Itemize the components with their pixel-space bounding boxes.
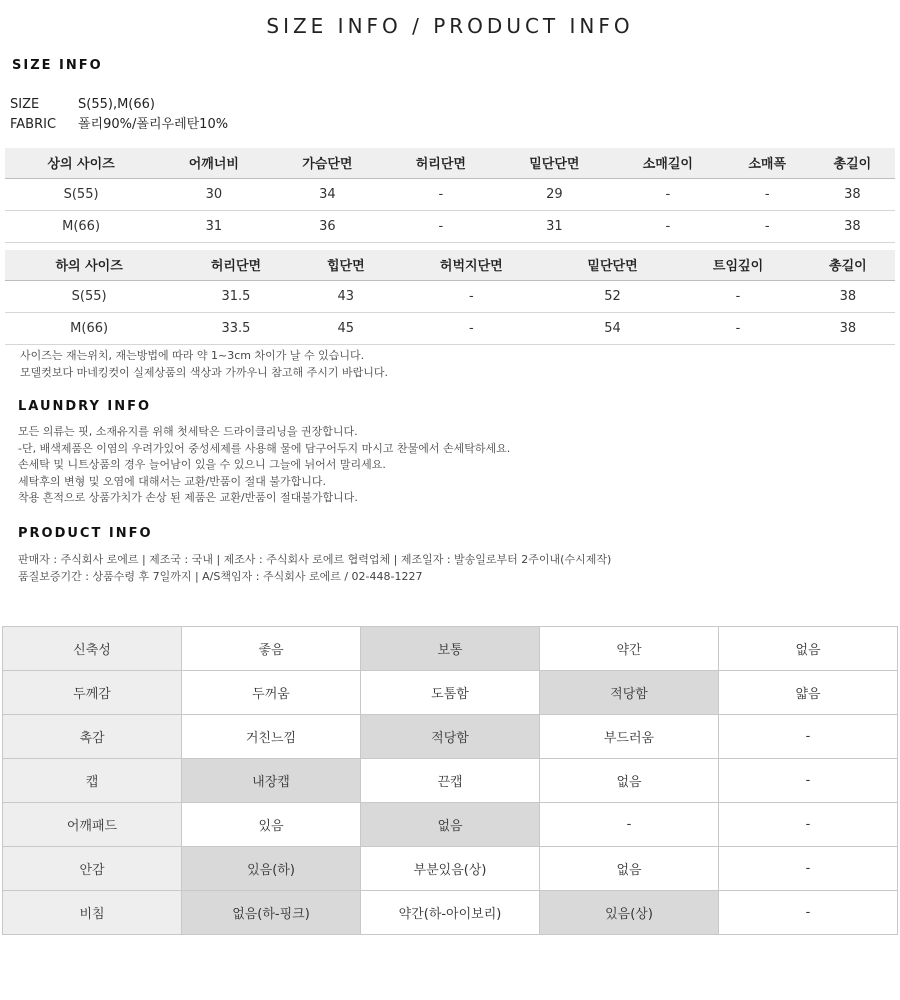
table-cell: 38 xyxy=(810,210,895,242)
table-cell: 45 xyxy=(299,312,393,344)
header-cell: 밑단단면 xyxy=(550,250,676,280)
attribute-label: 캡 xyxy=(3,759,182,803)
attribute-option: - xyxy=(719,759,898,803)
attribute-row xyxy=(3,759,898,803)
header-cell: 하의 사이즈 xyxy=(5,250,173,280)
header-cell: 밑단단면 xyxy=(498,148,612,178)
attribute-option: 부드러움 xyxy=(540,715,719,759)
attribute-option-selected: 적당함 xyxy=(540,671,719,715)
table-cell: 38 xyxy=(801,312,895,344)
header-cell: 상의 사이즈 xyxy=(5,148,157,178)
attribute-option: 없음 xyxy=(719,627,898,671)
header-cell: 허리단면 xyxy=(173,250,299,280)
header-cell: 소매폭 xyxy=(725,148,810,178)
table-cell: 34 xyxy=(271,178,385,210)
attribute-row xyxy=(3,803,898,847)
product-info-heading: PRODUCT INFO xyxy=(18,526,153,541)
table-cell: - xyxy=(675,280,801,312)
note-line: 착용 흔적으로 상품가치가 손상 된 제품은 교환/반품이 절대불가합니다. xyxy=(18,491,358,504)
attribute-option: - xyxy=(719,847,898,891)
note-line: 품질보증기간 : 상품수령 후 7일까지 | A/S책임자 : 주식회사 로에르 / 02-448-1227 xyxy=(18,569,423,583)
header-cell: 허리단면 xyxy=(384,148,498,178)
attribute-row xyxy=(3,847,898,891)
attribute-option-selected: 있음(상) xyxy=(540,891,719,935)
attribute-row xyxy=(3,715,898,759)
table-cell: 33.5 xyxy=(173,312,299,344)
header-cell: 소매길이 xyxy=(611,148,725,178)
header-cell: 가슴단면 xyxy=(271,148,385,178)
table-header-row xyxy=(5,250,895,280)
laundry-notes xyxy=(18,424,510,507)
table-row xyxy=(5,210,895,242)
table-cell: 52 xyxy=(550,280,676,312)
table-cell: M(66) xyxy=(5,210,157,242)
attribute-option: 없음 xyxy=(540,847,719,891)
attribute-option-selected: 적당함 xyxy=(361,715,540,759)
table-cell: - xyxy=(725,210,810,242)
table-cell: 31 xyxy=(157,210,271,242)
table-row xyxy=(5,312,895,344)
attribute-option: 거친느낌 xyxy=(182,715,361,759)
attribute-option: - xyxy=(719,803,898,847)
note-line: 세탁후의 변형 및 오염에 대해서는 교환/반품이 절대 불가합니다. xyxy=(18,474,326,488)
header-cell: 힙단면 xyxy=(299,250,393,280)
table-cell: - xyxy=(393,280,550,312)
table-cell: - xyxy=(675,312,801,344)
fabric-spec-row xyxy=(10,113,228,132)
note-line: 손세탁 및 니트상품의 경우 늘어남이 있을 수 있으니 그늘에 뉘어서 말리세요. xyxy=(18,458,386,471)
attribute-option: 약간 xyxy=(540,627,719,671)
attribute-option: 있음 xyxy=(182,803,361,847)
table-row xyxy=(5,178,895,210)
attribute-label: 촉감 xyxy=(3,715,182,759)
table-cell: 38 xyxy=(801,280,895,312)
table-cell: - xyxy=(384,178,498,210)
attribute-label: 신축성 xyxy=(3,627,182,671)
size-notes xyxy=(20,348,388,381)
attribute-row xyxy=(3,627,898,671)
attribute-option: - xyxy=(540,803,719,847)
table-cell: - xyxy=(611,210,725,242)
header-cell: 트임깊이 xyxy=(675,250,801,280)
table-cell: - xyxy=(725,178,810,210)
page-title: SIZE INFO / PRODUCT INFO xyxy=(266,14,634,38)
header-cell: 허벅지단면 xyxy=(393,250,550,280)
note-line: 모델컷보다 마네킹컷이 실제상품의 색상과 가까우니 참고해 주시기 바랍니다. xyxy=(20,365,389,379)
attribute-option: 부분있음(상) xyxy=(361,847,540,891)
attribute-label: 두께감 xyxy=(3,671,182,715)
header-cell: 어깨너비 xyxy=(157,148,271,178)
attribute-row xyxy=(3,671,898,715)
table-cell: 54 xyxy=(550,312,676,344)
laundry-info-heading: LAUNDRY INFO xyxy=(18,399,152,414)
note-line: 판매자 : 주식회사 로에르 | 제조국 : 국내 | 제조사 : 주식회사 로에르 협력업체 | 제조일자 : 발송일로부터 2주이내(수시제작) xyxy=(18,553,612,566)
bottom-size-table xyxy=(5,250,895,345)
attribute-option-selected: 내장캡 xyxy=(182,759,361,803)
attribute-option: 약간(하-아이보리) xyxy=(361,891,540,935)
attribute-label: 비침 xyxy=(3,891,182,935)
table-cell: 43 xyxy=(299,280,393,312)
table-cell: S(55) xyxy=(5,280,173,312)
table-cell: 31.5 xyxy=(173,280,299,312)
attribute-option: 없음 xyxy=(540,759,719,803)
top-size-table xyxy=(5,148,895,243)
attribute-option: 두꺼움 xyxy=(182,671,361,715)
table-cell: - xyxy=(393,312,550,344)
table-cell: 36 xyxy=(271,210,385,242)
attribute-option-selected: 없음(하-핑크) xyxy=(182,891,361,935)
size-label: SIZE xyxy=(10,97,40,112)
size-spec-row xyxy=(10,97,155,112)
table-cell: - xyxy=(384,210,498,242)
table-cell: 38 xyxy=(810,178,895,210)
attribute-label: 어깨패드 xyxy=(3,803,182,847)
note-line: 모든 의류는 핏, 소재유지를 위해 첫세탁은 드라이클리닝을 권장합니다. xyxy=(18,425,358,438)
attribute-option: - xyxy=(719,715,898,759)
table-cell: - xyxy=(611,178,725,210)
header-cell: 총길이 xyxy=(810,148,895,178)
table-cell: 30 xyxy=(157,178,271,210)
note-line: 사이즈는 재는위치, 재는방법에 따라 약 1~3cm 차이가 날 수 있습니다. xyxy=(20,349,365,362)
fabric-value: 폴리90%/폴리우레탄10% xyxy=(78,117,229,132)
product-notes xyxy=(18,552,611,585)
table-cell: S(55) xyxy=(5,178,157,210)
attribute-row xyxy=(3,891,898,935)
table-cell: 31 xyxy=(498,210,612,242)
note-line: -단, 배색제품은 이염의 우려가있어 중성세제를 사용해 물에 담구어두지 마시고 찬물에서 손세탁하세요. xyxy=(18,441,511,455)
attribute-option: 좋음 xyxy=(182,627,361,671)
table-header-row xyxy=(5,148,895,178)
attribute-option-selected: 보통 xyxy=(361,627,540,671)
size-info-heading: SIZE INFO xyxy=(12,58,103,73)
attribute-option: 도톰함 xyxy=(361,671,540,715)
attribute-option: 끈캡 xyxy=(361,759,540,803)
fabric-label: FABRIC xyxy=(10,117,57,132)
table-row xyxy=(5,280,895,312)
table-cell: M(66) xyxy=(5,312,173,344)
size-value: S(55),M(66) xyxy=(78,97,155,112)
header-cell: 총길이 xyxy=(801,250,895,280)
attribute-option: 얇음 xyxy=(719,671,898,715)
table-cell: 29 xyxy=(498,178,612,210)
attribute-option-selected: 없음 xyxy=(361,803,540,847)
attribute-option-selected: 있음(하) xyxy=(182,847,361,891)
fabric-attribute-table xyxy=(2,626,898,935)
attribute-label: 안감 xyxy=(3,847,182,891)
attribute-option: - xyxy=(719,891,898,935)
